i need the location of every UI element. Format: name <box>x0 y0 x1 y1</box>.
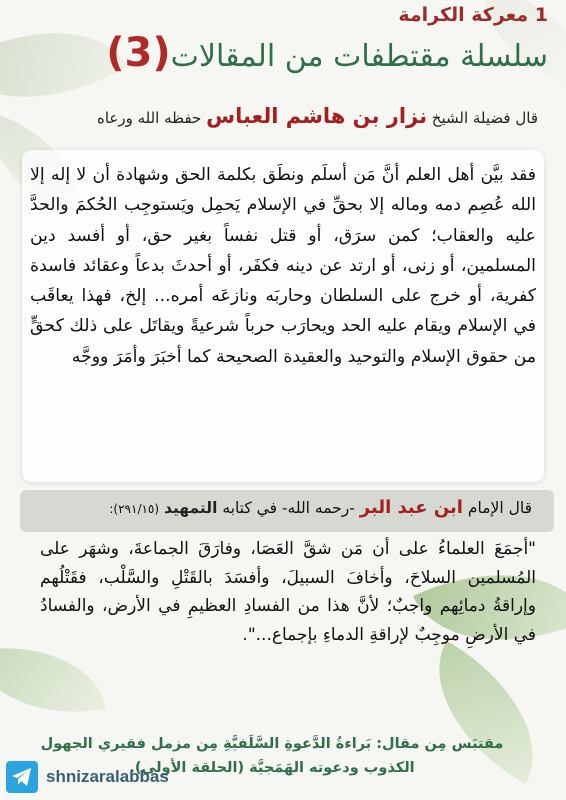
source-citation: مقتبَس مِن مقال: بَراءةُ الدَّعوةِ السَّلَفيَّةِ مِن مزمل فقيري الجهول الكذوب ودعوته الهَمَجيَّة (الحلقة الأولى). <box>40 736 504 776</box>
series-number: (3) <box>106 30 171 76</box>
speaker-line <box>97 104 538 128</box>
speaker-name: نزار بن هاشم العباس <box>206 104 427 128</box>
book-title: التمهيد <box>164 499 218 517</box>
quote-intro: قال الإمام <box>467 499 532 517</box>
speaker-intro: قال فضيلة الشيخ <box>431 109 538 127</box>
channel-handle[interactable]: shnizaralabbas <box>46 767 169 786</box>
speaker-blessing: حفظه الله ورعاه <box>96 109 202 127</box>
series-part-title: 1 معركة الكرامة <box>398 4 548 26</box>
channel-footer[interactable] <box>6 758 236 796</box>
series-title <box>106 30 548 76</box>
quote-mid: -رحمه الله- في كتابه <box>222 499 355 517</box>
book-reference: (٢٩١/١٥): <box>109 502 160 516</box>
quote-header <box>109 497 532 518</box>
imam-name: ابن عبد البر <box>359 497 463 518</box>
telegram-icon[interactable] <box>6 761 38 793</box>
quote-text: "أجمَعَ العلماءُ على أن مَن شقَّ العَصَا، وفارَقَ الجماعةَ، وشهَر على المُسلمين السلاحَ، وأخافَ السبيلَ، وأفسَدَ بالقَتْلِ والسَّلْب، فقَتْلُهم وإراقةُ دمائِهم واجبٌ؛ لأنَّ هذا من الفسادِ العظيمِ في الأرض، والفسادُ في الأرضِ موجِبٌ لإراقةِ الدماءِ بإجماع...". <box>40 539 536 646</box>
main-paragraph: فقد بيَّن أهل العلم أنَّ مَن أسلَم ونطَق بكلمة الحق وشهادة أن لا إله إلا الله عُصِم دمه وماله إلا بحقِّ في الإسلام يَحمِل ويَستوجِب الحُكمَ والحدَّ عليه والعقاب؛ كمن سرَق، أو قتل نفساً بغير حق، أو أفسد دين المسلمين، أو زنى، أو ارتد عن دينه فكفَر، أو أحدثَ بدعاً وعقائد فاسدة كفرية، أو خرج على السلطان وحاربَه ونازعَه أمره... إلخ، فهذا يعاقَب في الإسلام ويقام عليه الحد ويحارَب حرباً شرعيةً ويقاتَل على ذلك كحقٍّ من حقوق الإسلام والتوحيد والعقيدة الصحيحة كما أخبَرَ وأمَرَ ووجَّه <box>30 165 536 367</box>
series-title-text: سلسلة مقتطفات من المقالات <box>170 39 548 74</box>
